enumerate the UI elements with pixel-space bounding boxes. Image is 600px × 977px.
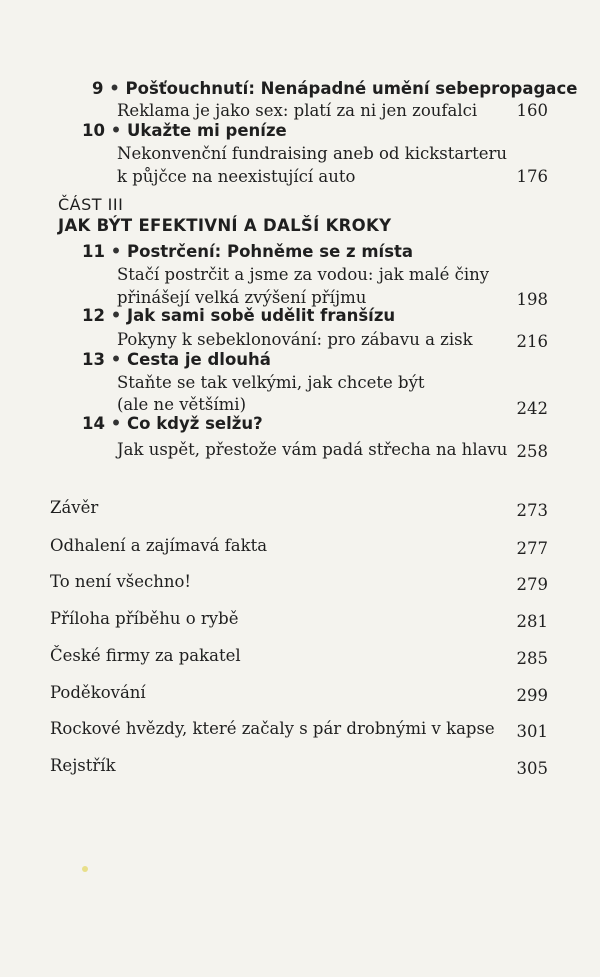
chapter-heading: 9 • Pošťouchnutí: Nenápadné umění sebepropagace: [92, 79, 578, 98]
section-title: Závěr: [50, 498, 99, 517]
chapter-heading: 11 • Postrčení: Pohněme se z místa: [82, 242, 414, 261]
page-number: 176: [516, 167, 548, 186]
chapter-subtitle: Staňte se tak velkými, jak chcete být: [117, 373, 425, 392]
chapter-subtitle: Nekonvenční fundraising aneb od kickstarteru: [117, 144, 507, 163]
page-number: 277: [516, 539, 548, 558]
section-title: Rockové hvězdy, které začaly s pár drobnými v kapse: [50, 719, 495, 738]
section-title: To není všechno!: [50, 572, 192, 591]
page-number: 198: [516, 290, 548, 309]
chapter-subtitle: Pokyny k sebeklonování: pro zábavu a zisk: [117, 330, 473, 349]
chapter-heading: 14 • Co když selžu?: [82, 414, 263, 433]
page-number: 281: [516, 612, 548, 631]
page-number: 301: [516, 722, 548, 741]
chapter-subtitle: Jak uspět, přestože vám padá střecha na hlavu: [117, 440, 508, 459]
chapter-heading: 10 • Ukažte mi peníze: [82, 121, 287, 140]
page-number: 279: [516, 575, 548, 594]
chapter-subtitle: Reklama je jako sex: platí za ni jen zoufalci: [117, 101, 478, 120]
paper-speck: [82, 866, 88, 872]
chapter-subtitle: k půjčce na neexistující auto: [117, 167, 356, 186]
section-title: Příloha příběhu o rybě: [50, 609, 239, 628]
page-number: 305: [516, 759, 548, 778]
chapter-subtitle: přinášejí velká zvýšení příjmu: [117, 288, 367, 307]
page-number: 299: [516, 686, 548, 705]
part-label: ČÁST III: [58, 195, 124, 214]
chapter-heading: 12 • Jak sami sobě udělit franšízu: [82, 306, 396, 325]
page-number: 258: [516, 442, 548, 461]
chapter-subtitle: Stačí postrčit a jsme za vodou: jak malé činy: [117, 265, 490, 284]
page-number: 160: [516, 101, 548, 120]
section-title: Poděkování: [50, 683, 146, 702]
section-title: České firmy za pakatel: [50, 646, 241, 665]
page-number: 242: [516, 399, 548, 418]
chapter-subtitle: (ale ne většími): [117, 395, 247, 414]
page-number: 285: [516, 649, 548, 668]
page-number: 273: [516, 501, 548, 520]
section-title: Rejstřík: [50, 756, 116, 775]
part-title: JAK BÝT EFEKTIVNÍ A DALŠÍ KROKY: [58, 216, 392, 235]
page-number: 216: [516, 332, 548, 351]
chapter-heading: 13 • Cesta je dlouhá: [82, 350, 271, 369]
section-title: Odhalení a zajímavá fakta: [50, 536, 268, 555]
